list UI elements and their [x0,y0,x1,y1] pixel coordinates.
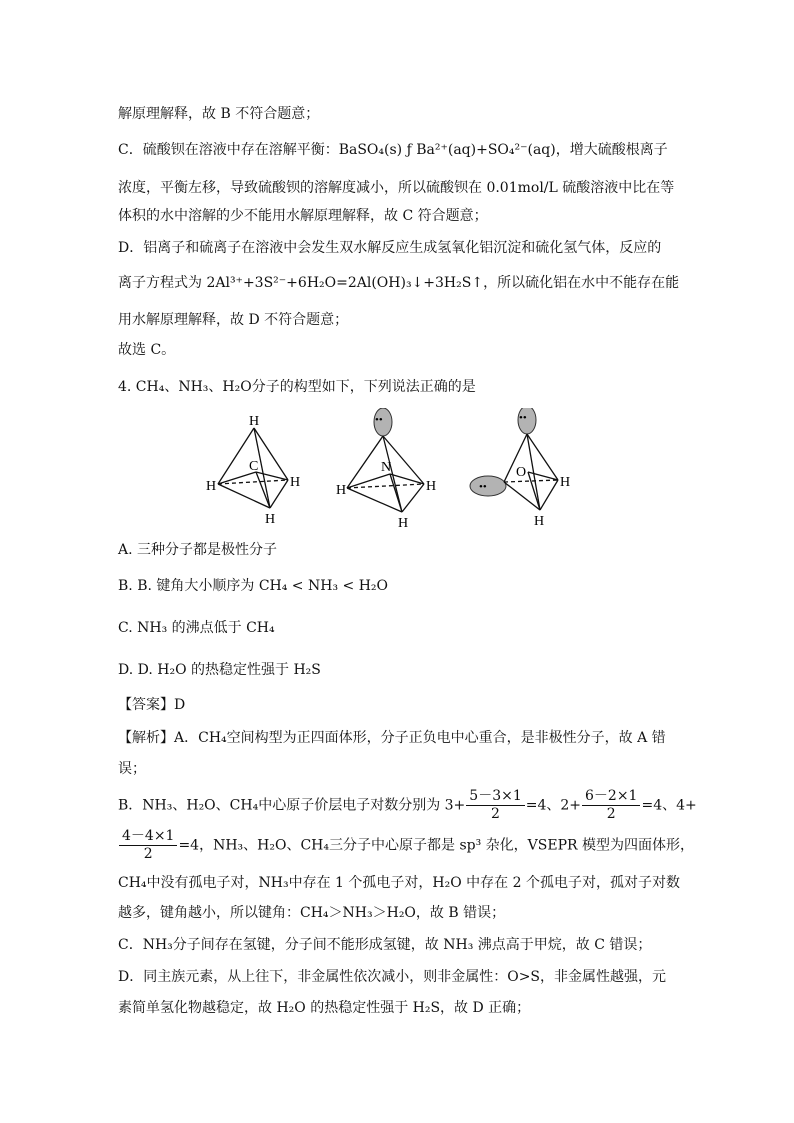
text-line-8: 故选 C。 [118,342,176,358]
fraction-2-numerator: 6－2×1 [582,788,640,806]
explanation-line-4-rest: =4，NH₃、H₂O、CH₄三分子中心原子都是 sp³ 杂化，VSEPR 模型为四面体形， [178,837,694,854]
ch4-h-bottom: H [265,512,276,527]
option-b: B. B. 键角大小顺序为 CH₄ < NH₃ < H₂O [118,578,388,594]
h2o-lone-pair-lobe-left [470,476,506,496]
nh3-h-right: H [426,479,437,494]
text-line-2: C．硫酸钡在溶液中存在溶解平衡：BaSO₄(s) ƒ Ba²⁺(aq)+SO₄²⁻(aq)，增大硫酸根离子 [118,142,668,158]
nh3-center-n: N [381,460,392,475]
explanation-line-5: CH₄中没有孤电子对，NH₃中存在 1 个孤电子对，H₂O 中存在 2 个孤电子对，孤对子对数 [118,875,680,891]
explanation-line-1: 【解析】A．CH₄空间构型为正四面体形，分子正负电中心重合，是非极性分子，故 A 错 [118,730,666,746]
explanation-line-6: 越多，键角越小，所以键角：CH₄＞NH₃＞H₂O，故 B 错误； [118,905,506,921]
fraction-1 [466,788,524,823]
explanation-line-3-mid-2: =4、4+ [641,797,697,814]
h2o-h-bottom: H [534,514,545,528]
ch4-h-top: H [249,414,260,429]
fraction-3-numerator: 4－4×1 [119,828,177,846]
nh3-lone-pair-dots: •• [375,414,383,426]
text-line-6: 离子方程式为 2Al³⁺+3S²⁻+6H₂O=2Al(OH)₃↓+3H₂S↑，所以硫化铝在水中不能存在能 [118,275,680,291]
text-line-3: 浓度，平衡左移，导致硫酸钡的溶解度减小，所以硫酸钡在 0.01mol/L 硫酸溶液中比在等 [118,180,675,196]
h2o-center-o: O [516,465,527,480]
explanation-line-3-prefix: B．NH₃、H₂O、CH₄中心原子价层电子对数分别为 3+ [118,797,466,814]
h2o-h-right: H [560,475,571,490]
explanation-line-8: D．同主族元素，从上往下，非金属性依次减小，则非金属性：O>S，非金属性越强，元 [118,969,667,985]
molecule-geometry-figure [200,408,590,528]
explanation-line-4 [118,828,694,863]
nh3-h-left: H [336,483,347,498]
explanation-line-2: 误； [118,761,146,777]
text-line-4: 体积的水中溶解的少不能用水解原理解释，故 C 符合题意； [118,208,488,224]
explanation-line-9: 素简单氢化物越稳定，故 H₂O 的热稳定性强于 H₂S，故 D 正确； [118,1000,531,1016]
h2o-lone-pair-dots-left: •• [479,481,487,493]
explanation-line-3 [118,788,697,823]
answer-line: 【答案】D [118,697,186,713]
option-c: C. NH₃ 的沸点低于 CH₄ [118,620,275,636]
fraction-1-denominator: 2 [491,806,500,822]
fraction-2 [582,788,640,823]
fraction-2-denominator: 2 [606,806,616,822]
option-d: D. D. H₂O 的热稳定性强于 H₂S [118,662,321,678]
question-4: 4. CH₄、NH₃、H₂O分子的构型如下，下列说法正确的是 [118,379,476,395]
explanation-line-7: C．NH₃分子间存在氢键，分子间不能形成氢键，故 NH₃ 沸点高于甲烷，故 C 错误； [118,937,652,953]
h2o-lone-pair-dots-top: •• [519,412,527,424]
fraction-3-denominator: 2 [143,846,153,862]
option-a: A. 三种分子都是极性分子 [118,542,278,558]
text-line-1: 解原理解释，故 B 不符合题意； [118,106,320,122]
fraction-3 [119,828,177,863]
nh3-h-bottom: H [398,516,409,528]
h2o-tetrahedron [504,434,558,510]
text-line-5: D．铝离子和硫离子在溶液中会发生双水解反应生成氢氧化铝沉淀和硫化氢气体，反应的 [118,240,662,256]
ch4-h-right: H [290,475,301,490]
ch4-center-c: C [249,459,259,474]
explanation-line-3-mid-1: =4、2+ [525,797,582,814]
ch4-h-left: H [206,479,217,494]
fraction-1-numerator: 5－3×1 [466,788,524,806]
text-line-7: 用水解原理解释，故 D 不符合题意； [118,312,349,328]
